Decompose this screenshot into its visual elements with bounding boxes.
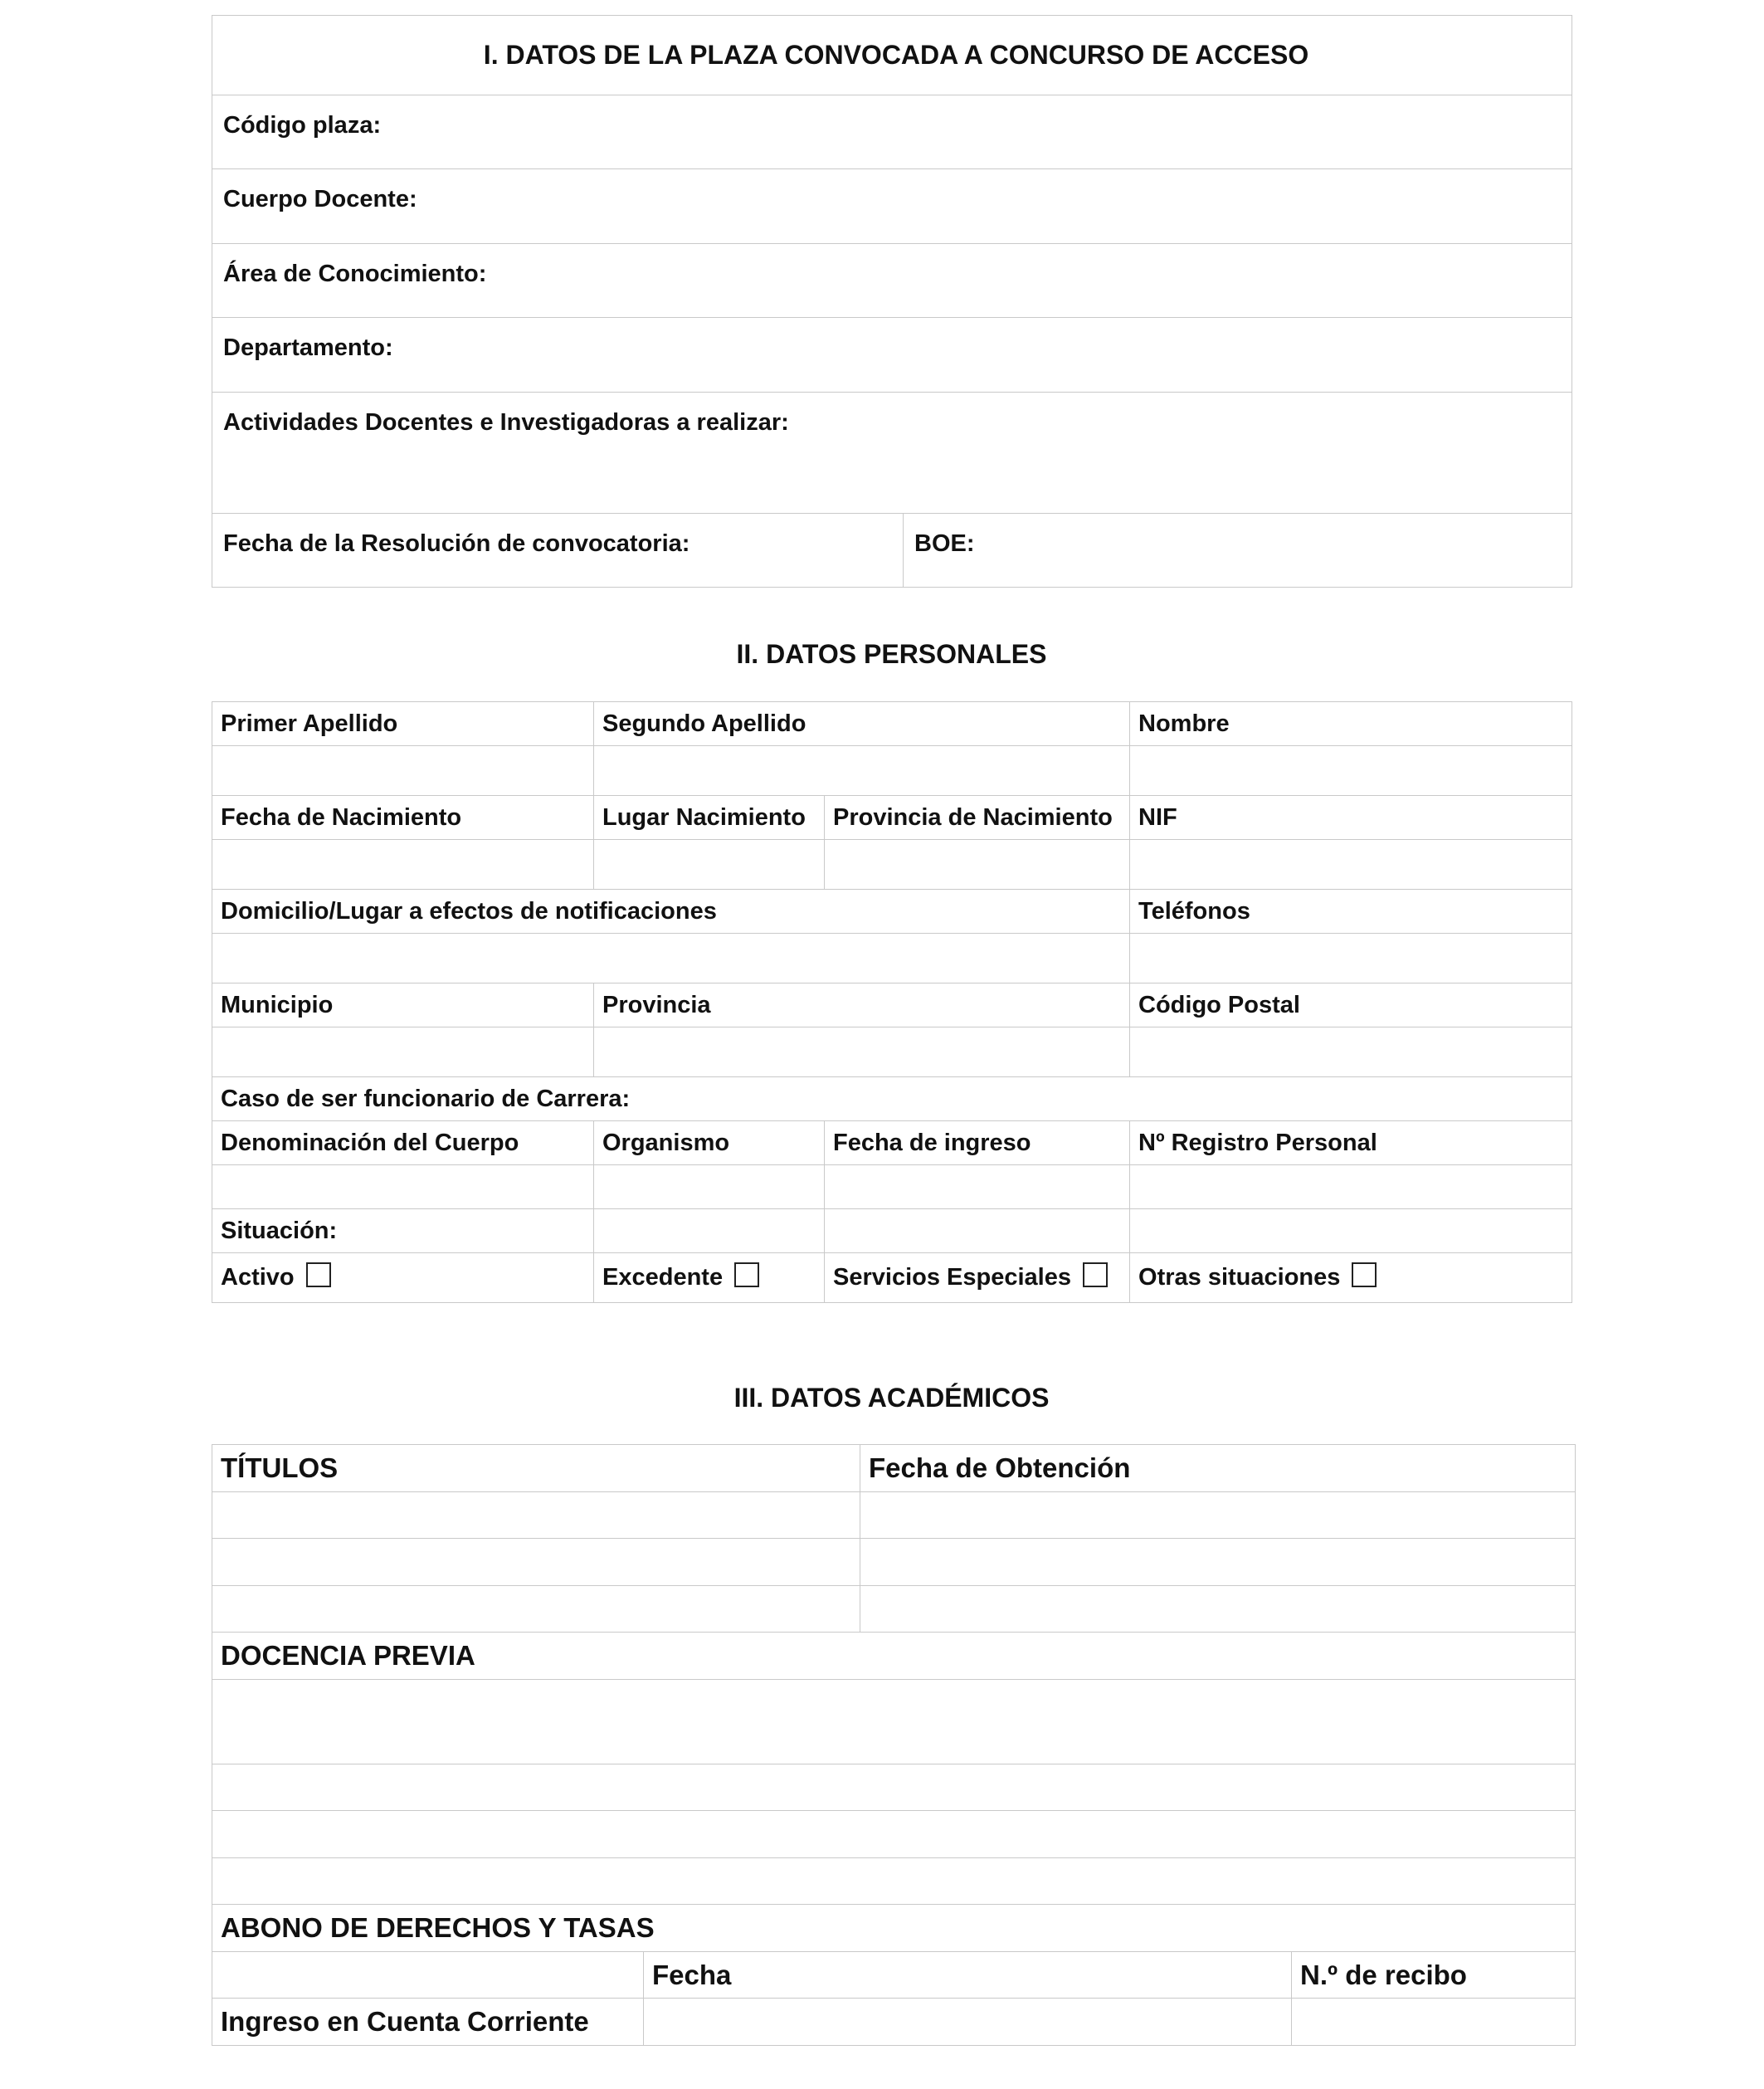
nombre-label: Nombre — [1130, 702, 1572, 746]
titulo-input-1[interactable] — [212, 1492, 860, 1539]
academic-table — [212, 1444, 1576, 2046]
fecha-obtencion-header: Fecha de Obtención — [860, 1445, 1576, 1492]
fecha-nacimiento-input[interactable] — [212, 840, 594, 890]
titulos-header: TÍTULOS — [212, 1445, 860, 1492]
departamento-field[interactable]: Departamento: — [212, 318, 1572, 393]
registro-personal-input[interactable] — [1130, 1165, 1572, 1209]
excedente-option — [594, 1253, 825, 1303]
situacion-blank-3 — [1130, 1209, 1572, 1253]
situacion-label: Situación: — [212, 1209, 594, 1253]
personal-data-table — [212, 701, 1572, 1303]
fecha-ingreso-label: Fecha de ingreso — [825, 1121, 1130, 1165]
codigo-plaza-field[interactable]: Código plaza: — [212, 95, 1572, 169]
ingreso-fecha-input[interactable] — [644, 1999, 1292, 2046]
denominacion-cuerpo-label: Denominación del Cuerpo — [212, 1121, 594, 1165]
fecha-resolucion-field[interactable]: Fecha de la Resolución de convocatoria: — [212, 514, 904, 588]
docencia-input-1[interactable] — [212, 1680, 1576, 1764]
docencia-input-2[interactable] — [212, 1764, 1576, 1811]
municipio-label: Municipio — [212, 983, 594, 1027]
docencia-input-3[interactable] — [212, 1811, 1576, 1858]
primer-apellido-input[interactable] — [212, 746, 594, 796]
provincia-input[interactable] — [594, 1027, 1130, 1077]
servicios-especiales-checkbox[interactable] — [1083, 1262, 1108, 1287]
excedente-label: Excedente — [602, 1264, 724, 1291]
activo-checkbox[interactable] — [306, 1262, 331, 1287]
primer-apellido-label: Primer Apellido — [212, 702, 594, 746]
fecha-ingreso-input[interactable] — [825, 1165, 1130, 1209]
activo-option — [212, 1253, 594, 1303]
lugar-nacimiento-input[interactable] — [594, 840, 825, 890]
denominacion-cuerpo-input[interactable] — [212, 1165, 594, 1209]
titulo-input-3[interactable] — [212, 1586, 860, 1633]
section1-title: I. DATOS DE LA PLAZA CONVOCADA A CONCURSO DE ACCESO — [212, 16, 1572, 95]
docencia-input-4[interactable] — [212, 1858, 1576, 1905]
codigo-postal-label: Código Postal — [1130, 983, 1572, 1027]
domicilio-input[interactable] — [212, 934, 1130, 983]
docencia-previa-header: DOCENCIA PREVIA — [212, 1633, 1576, 1680]
section3-title: III. DATOS ACADÉMICOS — [733, 1383, 1050, 1413]
fecha-obtencion-input-1[interactable] — [860, 1492, 1576, 1539]
actividades-field[interactable]: Actividades Docentes e Investigadoras a realizar: — [212, 393, 1572, 514]
cuerpo-docente-field[interactable]: Cuerpo Docente: — [212, 169, 1572, 244]
provincia-nacimiento-label: Provincia de Nacimiento — [825, 796, 1130, 840]
nif-input[interactable] — [1130, 840, 1572, 890]
otras-situaciones-label: Otras situaciones — [1138, 1264, 1341, 1291]
municipio-input[interactable] — [212, 1027, 594, 1077]
lugar-nacimiento-label: Lugar Nacimiento — [594, 796, 825, 840]
telefonos-input[interactable] — [1130, 934, 1572, 983]
section2-title: II. DATOS PERSONALES — [736, 639, 1047, 669]
segundo-apellido-label: Segundo Apellido — [594, 702, 1130, 746]
fecha-header: Fecha — [644, 1952, 1292, 1999]
registro-personal-label: Nº Registro Personal — [1130, 1121, 1572, 1165]
servicios-especiales-option — [825, 1253, 1130, 1303]
otras-situaciones-option — [1130, 1253, 1572, 1303]
plaza-table — [212, 15, 1572, 588]
organismo-input[interactable] — [594, 1165, 825, 1209]
situacion-blank-1 — [594, 1209, 825, 1253]
funcionario-label: Caso de ser funcionario de Carrera: — [212, 1077, 1572, 1121]
fecha-obtencion-input-3[interactable] — [860, 1586, 1576, 1633]
activo-label: Activo — [221, 1264, 295, 1291]
provincia-nacimiento-input[interactable] — [825, 840, 1130, 890]
situacion-blank-2 — [825, 1209, 1130, 1253]
ingreso-recibo-input[interactable] — [1292, 1999, 1576, 2046]
num-recibo-header: N.º de recibo — [1292, 1952, 1576, 1999]
boe-field[interactable]: BOE: — [904, 514, 1572, 588]
nif-label: NIF — [1130, 796, 1572, 840]
codigo-postal-input[interactable] — [1130, 1027, 1572, 1077]
fecha-obtencion-input-2[interactable] — [860, 1539, 1576, 1586]
abono-blank — [212, 1952, 644, 1999]
telefonos-label: Teléfonos — [1130, 890, 1572, 934]
fecha-nacimiento-label: Fecha de Nacimiento — [212, 796, 594, 840]
ingreso-cuenta-label: Ingreso en Cuenta Corriente — [212, 1999, 644, 2046]
area-conocimiento-field[interactable]: Área de Conocimiento: — [212, 244, 1572, 318]
nombre-input[interactable] — [1130, 746, 1572, 796]
titulo-input-2[interactable] — [212, 1539, 860, 1586]
segundo-apellido-input[interactable] — [594, 746, 1130, 796]
otras-situaciones-checkbox[interactable] — [1352, 1262, 1377, 1287]
abono-header: ABONO DE DERECHOS Y TASAS — [212, 1905, 1576, 1952]
servicios-especiales-label: Servicios Especiales — [833, 1264, 1071, 1291]
provincia-label: Provincia — [594, 983, 1130, 1027]
organismo-label: Organismo — [594, 1121, 825, 1165]
domicilio-label: Domicilio/Lugar a efectos de notificaciones — [212, 890, 1130, 934]
excedente-checkbox[interactable] — [734, 1262, 759, 1287]
